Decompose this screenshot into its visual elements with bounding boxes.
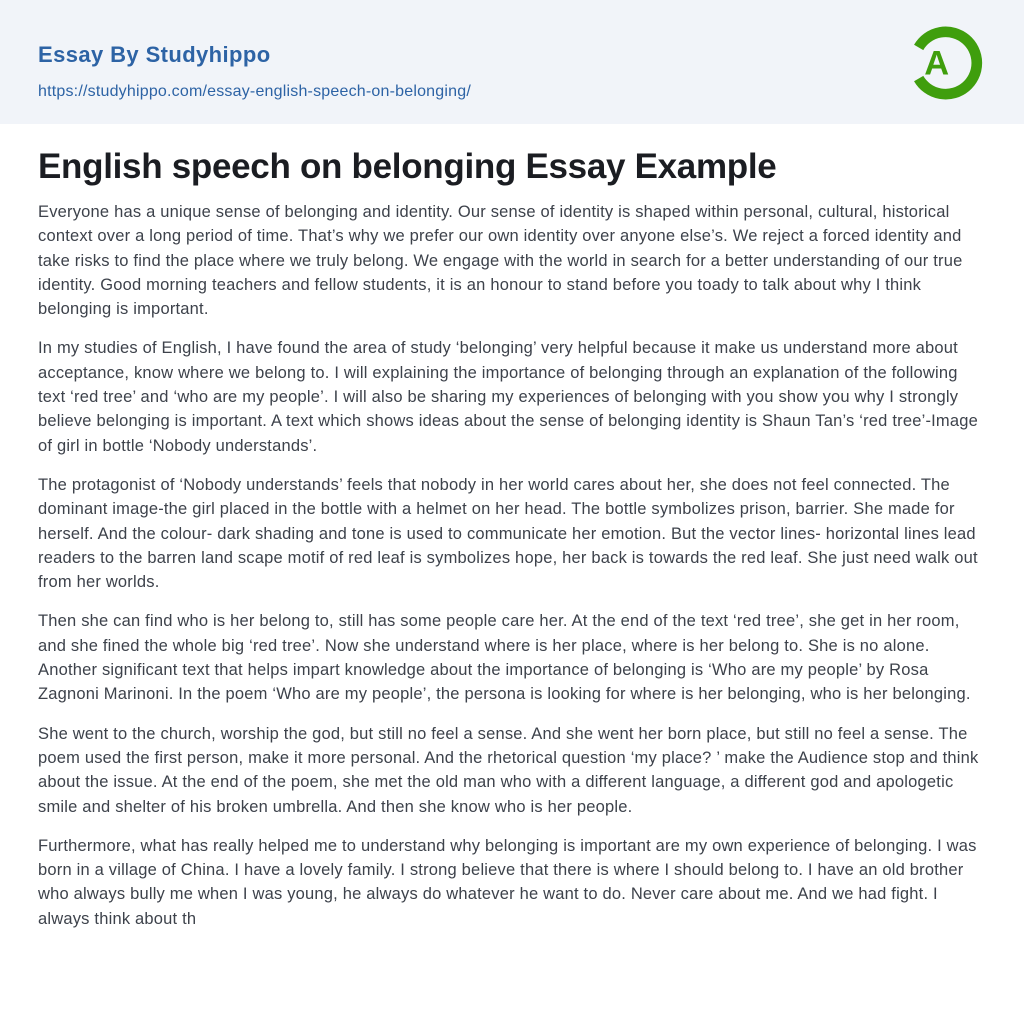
essay-paragraph: Everyone has a unique sense of belonging and identity. Our sense of identity is shaped within personal, cultural, historical context over a long period of time. That’s why we prefer our own identity over anyone else’s. We reject a forced identity and take risks to find the place where we truly belong. We engage with the world in search for a better understanding of our true identity. Good morning teachers and fellow students, it is an honour to stand before you toady to talk about why I think belonging is important. xyxy=(38,203,963,319)
essay-paragraph: Furthermore, what has really helped me to understand why belonging is important are my own experience of belonging. I was born in a village of China. I have a lovely family. I strong believe that there is where I should belong to. I have an old brother who always bully me when I was young, he always do whatever he want to do. Never care about me. And we had fight. I always think about th xyxy=(38,836,977,928)
essay-article xyxy=(0,124,1024,986)
essay-paragraph: The protagonist of ‘Nobody understands’ feels that nobody in her world cares about her, she does not feel connected. The dominant image-the girl placed in the bottle with a helmet on her head. The bottle symbolizes prison, barrier. She made for herself. And the colour- dark shading and tone is used to communicate her emotion. But the vector lines- horizontal lines lead readers to the barren land scape motif of red leaf is symbolizes hope, her back is towards the red leaf. She just need walk out from her worlds. xyxy=(38,475,978,592)
studyhippo-logo-icon[interactable] xyxy=(903,22,985,104)
essay-paragraph: She went to the church, worship the god, but still no feel a sense. And she went her born place, but still no feel a sense. The poem used the first person, make it more personal. And the rhetorical question ‘my place? ’ make the Audience stop and think about the issue. At the end of the poem, she met the old man who with a different language, a different god and apologetic smile and shelter of his broken umbrella. And then she know who is her people. xyxy=(38,724,979,816)
site-title: Essay By Studyhippo xyxy=(38,42,271,67)
logo-letter: A xyxy=(924,44,950,83)
header-text-block xyxy=(38,42,471,101)
essay-paragraph: In my studies of English, I have found the area of study ‘belonging’ very helpful because it make us understand more about acceptance, know where we belong to. I will explaining the importance of belonging through an explanation of the following text ‘red tree’ and ‘who are my people’. I will also be sharing my experiences of belonging with you show you why I strongly believe belonging is important. A text which shows ideas about the sense of belonging identity is Shaun Tan’s ‘red tree’-Image of girl in bottle ‘Nobody understands’. xyxy=(38,339,978,455)
site-header xyxy=(0,0,1024,124)
essay-paragraph: Then she can find who is her belong to, still has some people care her. At the end of the text ‘red tree’, she get in her room, and she fined the whole big ‘red tree’. Now she understand where is her place, where is her belong to. She is no alone. Another significant text that helps impart knowledge about the importance of belonging is ‘Who are my people’ by Rosa Zagnoni Marinoni. In the poem ‘Who are my people’, the persona is looking for where is her belonging, who is her belonging. xyxy=(38,612,971,704)
article-title: English speech on belonging Essay Example xyxy=(38,147,777,186)
site-url-link[interactable]: https://studyhippo.com/essay-english-speech-on-belonging/ xyxy=(38,83,471,100)
